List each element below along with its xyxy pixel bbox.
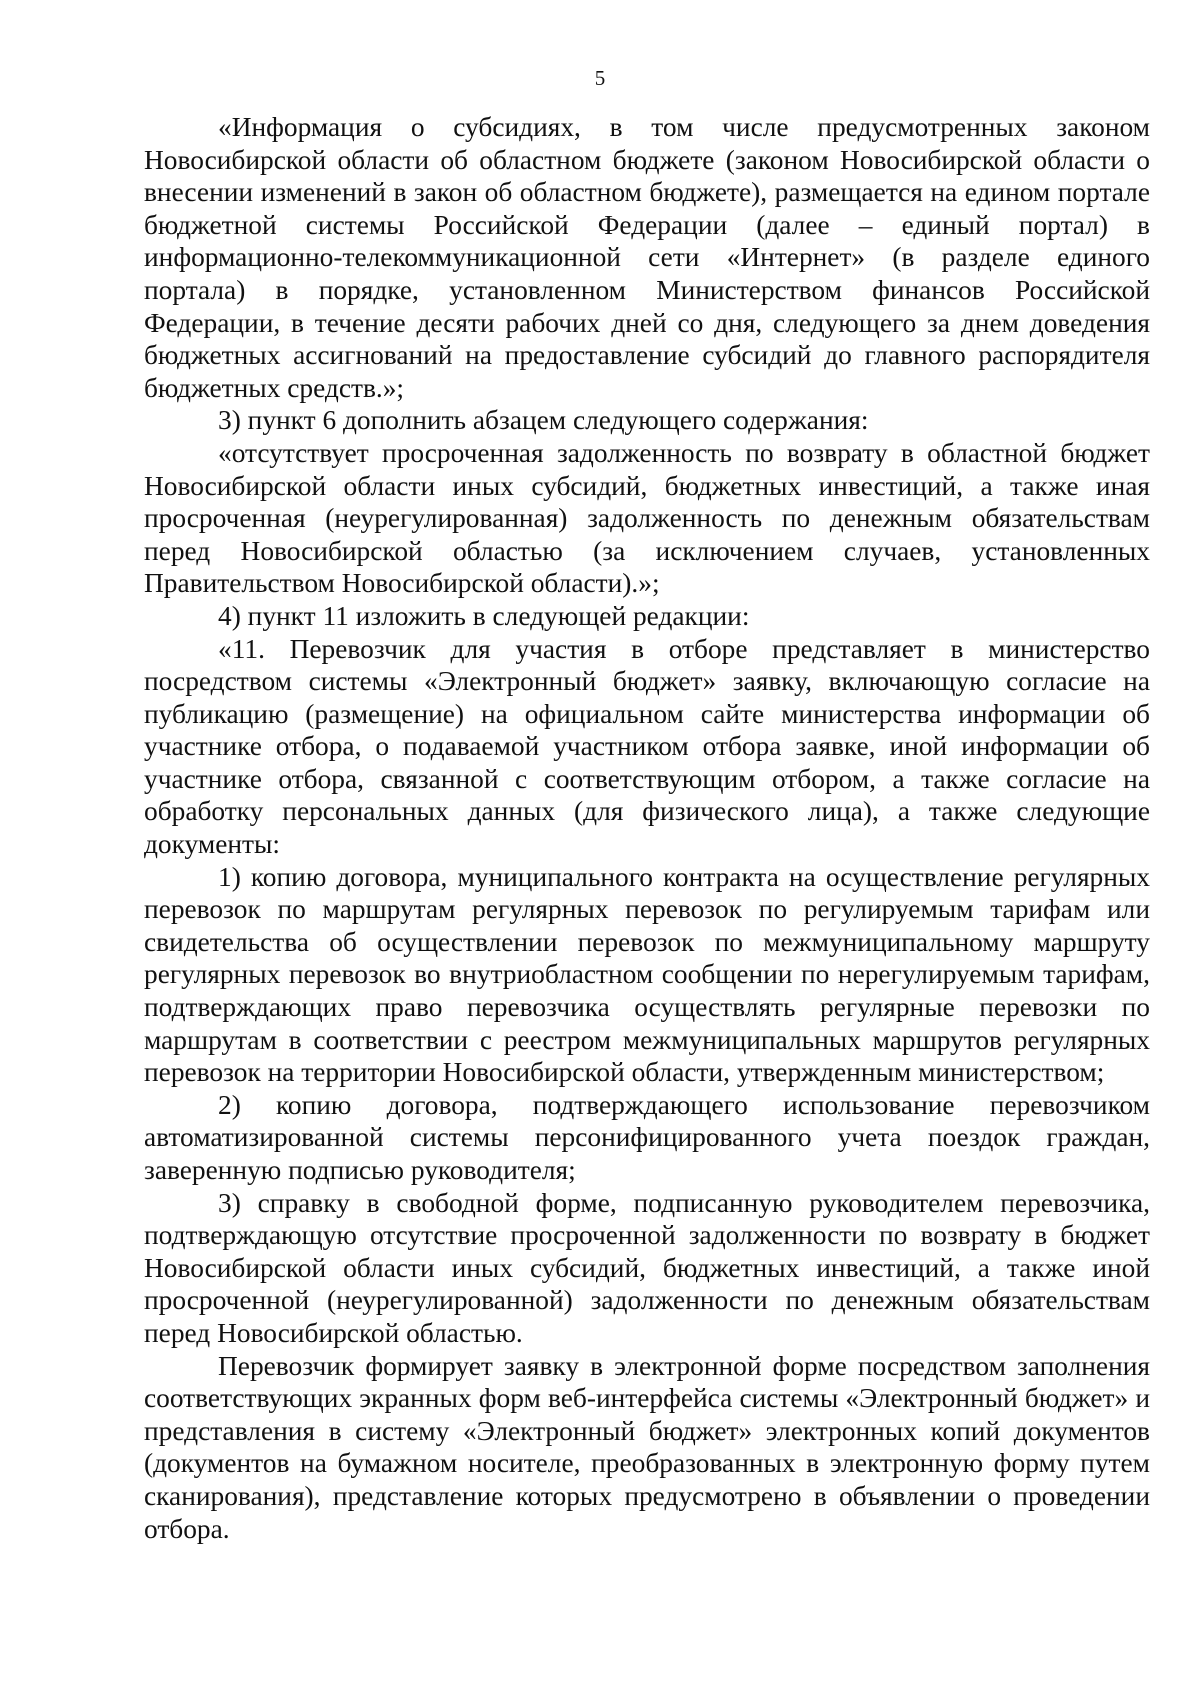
paragraph-no-overdue-debt: «отсутствует просроченная задолженность по возврату в областной бюджет Новосибирской области иных субсидий, бюджетных инвестиций, а также иная просроченная (неурегулированная) задолженность по денежным обязательствам перед Новосибирской областью (за исключением случаев, установленных Правительством Новосибирской области).»;: [144, 437, 1150, 599]
paragraph-item-3-heading: 3) пункт 6 дополнить абзацем следующего содержания:: [218, 405, 869, 436]
paragraph-electronic-application: Перевозчик формирует заявку в электронной форме посредством заполнения соответствующих экранных форм веб-интерфейса системы «Электронный бюджет» и представления в систему «Электронный бюджет» электронных копий документов (документов на бумажном носителе, преобразованных в электронную форму путем сканирования), представление которых предусмотрено в объявлении о проведении отбора.: [144, 1350, 1150, 1544]
paragraph-document-3: 3) справку в свободной форме, подписанную руководителем перевозчика, подтверждающую отсутствие просроченной задолженности по возврату в бюджет Новосибирской области иных субсидий, бюджетных инвестиций, а также иной просроченной (неурегулированной) задолженности по денежным обязательствам перед Новосибирской областью.: [144, 1187, 1150, 1348]
paragraph-clause-11: «11. Перевозчик для участия в отборе представляет в министерство посредством системы «Электронный бюджет» заявку, включающую согласие на публикацию (размещение) на официальном сайте министерства информации об участнике отбора, о подаваемой участником отбора заявке, иной информации об участнике отбора, связанной с соответствующим отбором, а также согласие на обработку персональных данных (для физического лица), а также следующие документы:: [144, 633, 1150, 860]
paragraph-document-1: 1) копию договора, муниципального контракта на осуществление регулярных перевозок по маршрутам регулярных перевозок по регулируемым тарифам или свидетельства об осуществлении перевозок по межмуниципальному маршруту регулярных перевозок во внутриобластном сообщении по нерегулируемым тарифам, подтверждающих право перевозчика осуществлять регулярные перевозки по маршрутам в соответствии с реестром межмуниципальных маршрутов регулярных перевозок на территории Новосибирской области, утвержденным министерством;: [144, 861, 1150, 1088]
document-body: [144, 111, 1150, 1545]
paragraph-subsidy-information: «Информация о субсидиях, в том числе предусмотренных законом Новосибирской области об областном бюджете (законом Новосибирской области о внесении изменений в закон об областном бюджете), размещается на едином портале бюджетной системы Российской Федерации (далее – единый портал) в информационно-телекоммуникационной сети «Интернет» (в разделе единого портала) в порядке, установленном Министерством финансов Российской Федерации, в течение десяти рабочих дней со дня, следующего за днем доведения бюджетных ассигнований на предоставление субсидий до главного распорядителя бюджетных средств.»;: [144, 112, 1150, 403]
paragraph-document-2: 2) копию договора, подтверждающего использование перевозчиком автоматизированной системы персонифицированного учета поездок граждан, заверенную подписью руководителя;: [144, 1089, 1150, 1185]
paragraph-item-4-heading: 4) пункт 11 изложить в следующей редакции:: [218, 600, 750, 631]
page-number: 5: [594, 66, 606, 90]
